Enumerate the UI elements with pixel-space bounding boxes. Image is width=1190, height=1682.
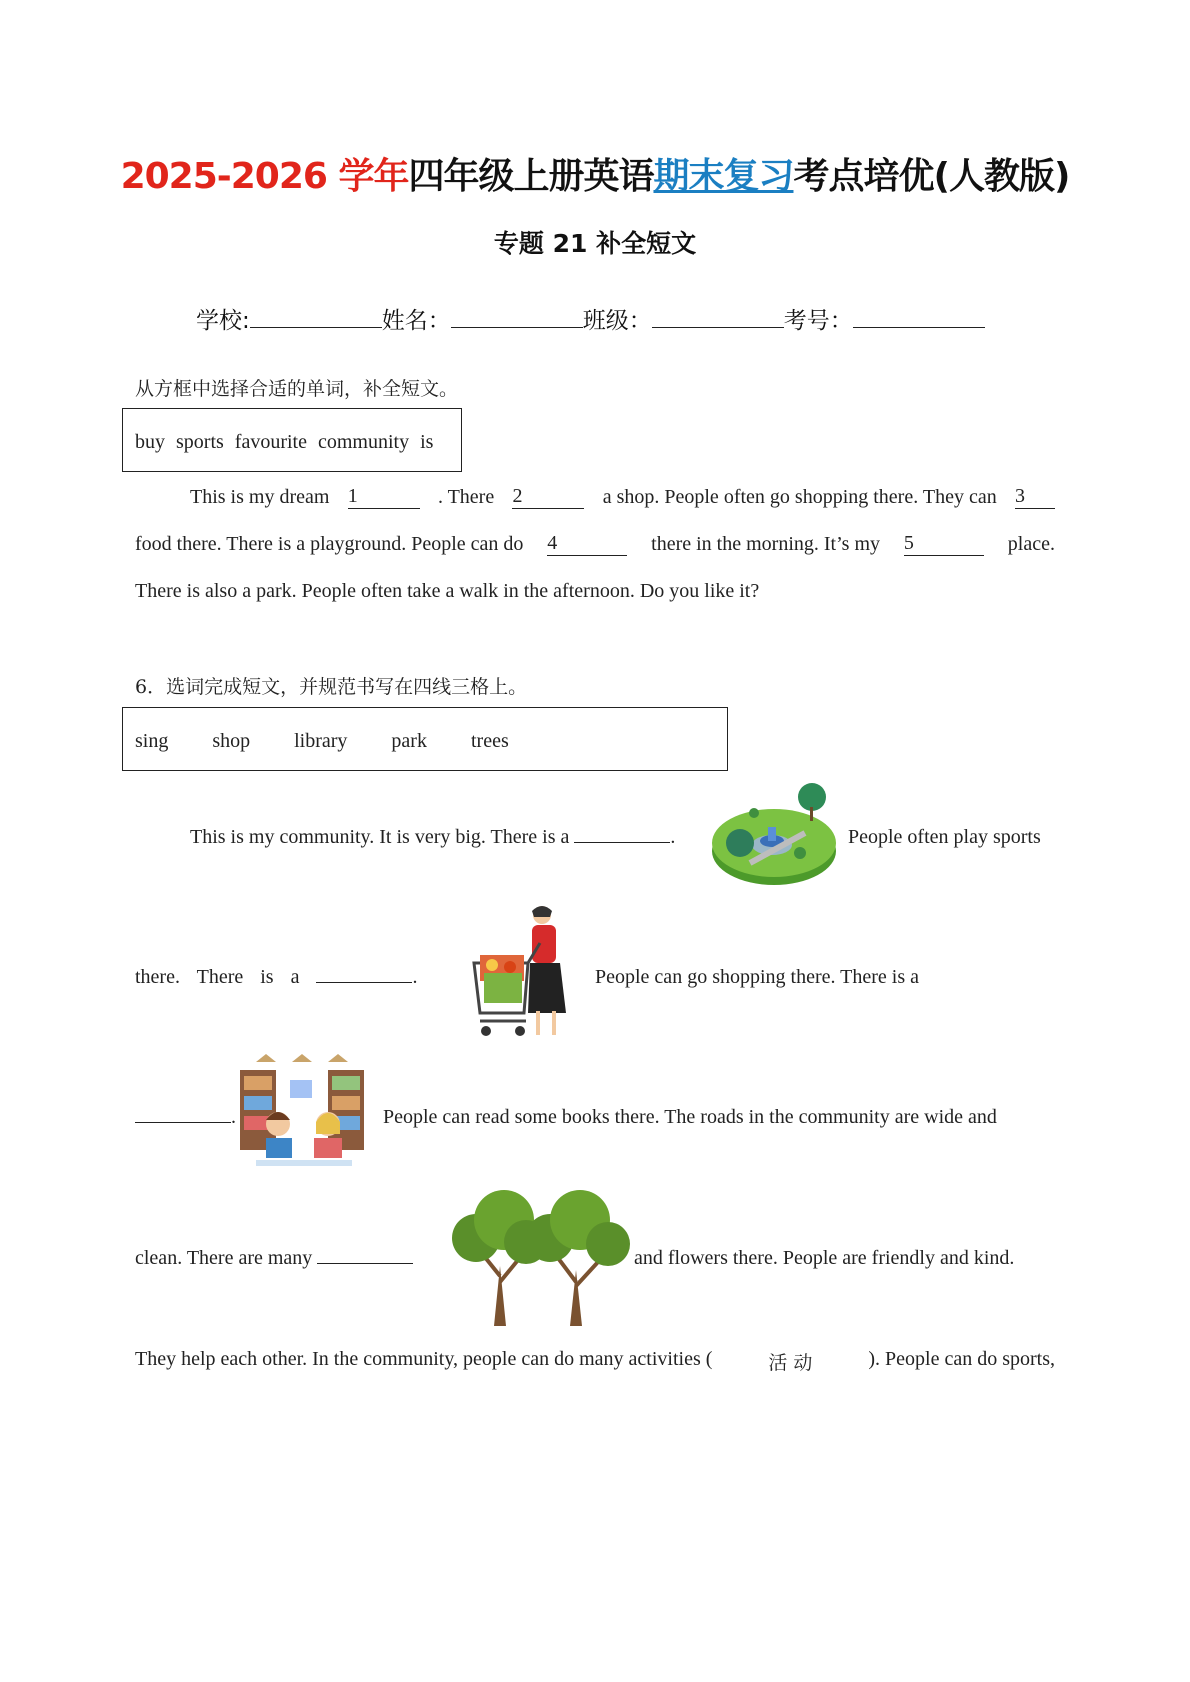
- info-fields: [196, 302, 985, 335]
- title-year: 2025-2026 学年: [120, 156, 409, 197]
- q6-line-4a: clean. There are many: [135, 1247, 413, 1270]
- q1-line-2: food there. There is a playground. People can do 4 there in the morning. It’s my 5 place.: [135, 532, 1055, 555]
- blank-library[interactable]: [135, 1122, 231, 1123]
- q1-word-box: [122, 408, 462, 472]
- blank-shop[interactable]: [316, 982, 412, 983]
- blank-park[interactable]: [574, 842, 670, 843]
- blank-3[interactable]: 3: [1015, 486, 1055, 509]
- shopping-woman-illustration: [470, 903, 580, 1048]
- exam-no-label: 考号：: [783, 308, 853, 334]
- title-grade: 四年级上册英语: [408, 156, 654, 197]
- name-blank[interactable]: [451, 305, 583, 328]
- q6-word-list: sing shop library park trees: [135, 730, 509, 752]
- q1-line-1: This is my dream 1 . There 2 a shop. People often go shopping there. They can 3: [190, 486, 1055, 509]
- title-review-link[interactable]: 期末复习: [653, 156, 794, 197]
- school-label: 学校:: [196, 308, 250, 334]
- page-title: [0, 148, 1190, 199]
- page-subtitle: 专题 21 补全短文: [493, 229, 697, 258]
- q6-line-5: They help each other. In the community, people can do many activities ( 活 动 ). People can do sports,: [135, 1348, 1055, 1374]
- q6-line-2b: People can go shopping there. There is a: [595, 966, 919, 988]
- class-blank[interactable]: [652, 305, 784, 328]
- class-label: 班级：: [582, 308, 652, 334]
- q6-line-4b: and flowers there. People are friendly and kind.: [634, 1247, 1015, 1269]
- q6-word-box: [122, 707, 728, 771]
- exam-no-blank[interactable]: [853, 305, 985, 328]
- q6-instruction: 6．选词完成短文，并规范书写在四线三格上。: [135, 676, 528, 698]
- library-kids-illustration: [236, 1052, 368, 1174]
- q6-line-3a: .: [135, 1106, 236, 1129]
- blank-5[interactable]: 5: [904, 533, 984, 556]
- q1-instruction: 从方框中选择合适的单词，补全短文。: [135, 378, 459, 400]
- blank-4[interactable]: 4: [547, 533, 627, 556]
- title-edition: 考点培优(人教版): [793, 156, 1070, 197]
- blank-2[interactable]: 2: [512, 486, 584, 509]
- name-label: 姓名：: [381, 308, 451, 334]
- park-illustration: [710, 783, 838, 888]
- q6-line-2a: there. There is a .: [135, 966, 418, 988]
- blank-1[interactable]: 1: [348, 486, 420, 509]
- q6-line-3b: People can read some books there. The roads in the community are wide and: [383, 1106, 997, 1128]
- q1-line-3: There is also a park. People often take a walk in the afternoon. Do you like it?: [135, 580, 760, 602]
- blank-trees[interactable]: [317, 1263, 413, 1264]
- q6-line-1a: This is my community. It is very big. There is a .: [190, 826, 676, 848]
- school-blank[interactable]: [250, 305, 382, 328]
- q1-word-list: buy sports favourite community is: [135, 431, 434, 453]
- trees-illustration: [448, 1186, 630, 1328]
- q6-line-1b: People often play sports: [848, 826, 1041, 848]
